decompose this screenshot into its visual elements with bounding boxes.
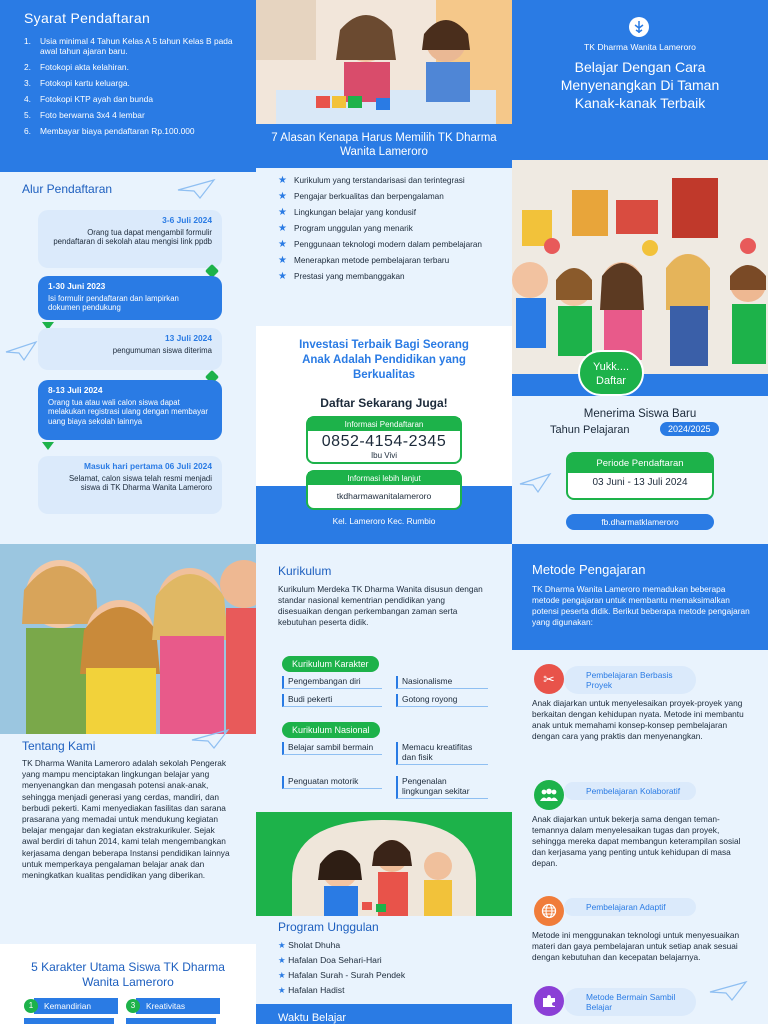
curriculum-title: Kurikulum: [278, 564, 332, 578]
register-now-heading: Daftar Sekarang Juga!: [320, 396, 448, 410]
list-item: [278, 208, 502, 218]
item-number: 6.: [24, 126, 31, 136]
characters-section: [0, 944, 256, 1024]
item-text: Foto berwarna 3x4 4 lembar: [40, 110, 145, 120]
requirements-title: Syarat Pendaftaran: [24, 10, 151, 26]
step-date: 1-30 Juni 2023: [48, 281, 106, 291]
method-text: Metode ini menggunakan teknologi untuk menyesuaikan materi dan gaya pembelajaran untuk setiap anak sesuai dengan kebutuhan dan kecepatan belajarnya.: [532, 930, 740, 962]
period-label: Periode Pendaftaran: [568, 454, 712, 473]
list-item: [24, 36, 246, 56]
star-icon: ★: [278, 940, 289, 950]
reason-text: Kurikulum yang terstandarisasi dan terintegrasi: [294, 176, 465, 185]
program-text: Hafalan Hadist: [288, 985, 345, 995]
step-date: 8-13 Juli 2024: [48, 385, 103, 395]
flow-panel: [0, 172, 256, 544]
flow-arrow: [42, 442, 54, 450]
star-icon: ★: [278, 175, 287, 186]
reason-text: Lingkungan belajar yang kondusif: [294, 208, 416, 217]
curriculum-text: Kurikulum Merdeka TK Dharma Wanita disusun dengan standar nasional kementrian pendidikan yang disesuaikan dengan perkembangan zaman serta kebutuhan peserta didik.: [278, 584, 483, 627]
step-text: Orang tua dapat mengambil formulir pendaftaran di sekolah atau mengisi link ppdb: [53, 227, 212, 246]
programs-list: [278, 938, 405, 998]
step-text: Selamat, calon siswa telah resmi menjadi siswa di TK Dharma Wanita Lameroro: [68, 473, 212, 492]
star-icon: ★: [278, 970, 289, 980]
item-text: Fotokopi KTP ayah dan bunda: [40, 94, 153, 104]
list-item: [24, 126, 246, 136]
phone-number[interactable]: 0852-4154-2345: [321, 433, 447, 450]
curriculum-panel: [256, 544, 512, 1024]
character-number: 3: [126, 999, 140, 1013]
list-item: [278, 968, 405, 983]
kids-group-photo: [0, 544, 256, 734]
national-curriculum-label: Kurikulum Nasional: [282, 722, 380, 738]
requirements-panel: [0, 0, 256, 172]
item-number: 5.: [24, 110, 31, 120]
list-item: [278, 272, 502, 282]
curriculum-item: Memacu kreatifitas dan fisik: [396, 742, 488, 765]
item-number: 3.: [24, 78, 31, 88]
program-text: Hafalan Surah - Surah Pendek: [288, 970, 406, 980]
star-icon: ★: [278, 239, 287, 250]
curriculum-item: Pengenalan lingkungan sekitar: [396, 776, 488, 799]
curriculum-item: Nasionalisme: [396, 676, 488, 689]
more-info-box: [306, 470, 462, 510]
list-item: [24, 78, 246, 88]
facebook-link[interactable]: fb.dharmatklameroro: [566, 514, 714, 530]
flow-step: [38, 456, 222, 514]
about-title: Tentang Kami: [22, 739, 96, 753]
step-text: pengumuman siswa diterima: [112, 345, 212, 355]
step-text: Isi formulir pendaftaran dan lampirkan dokumen pendukung: [48, 293, 179, 312]
more-info-header: Informasi lebih lanjut: [308, 472, 460, 485]
investment-text: Investasi Terbaik Bagi Seorang Anak Adalah Pendidikan yang Berkualitas: [299, 339, 469, 381]
puzzle-icon: [534, 986, 564, 1016]
character-item: [24, 998, 118, 1014]
item-text: Usia minimal 4 Tahun Kelas A 5 tahun Kelas B pada awal tahun ajaran baru.: [40, 36, 233, 56]
accepting-text: Menerima Siswa Baru: [583, 408, 697, 420]
contact-box: [306, 416, 462, 464]
address-text: Kel. Lameroro Kec. Rumbio: [332, 516, 436, 526]
register-cta-button[interactable]: Yukk.... Daftar: [578, 350, 644, 396]
list-item: [24, 62, 246, 72]
star-icon: ★: [278, 271, 287, 282]
curriculum-item: Pengembangan diri: [282, 676, 382, 689]
method-name: Pembelajaran Kolaboratif: [564, 782, 696, 800]
reasons-title: 7 Alasan Kenapa Harus Memilih TK Dharma Wanita Lameroro: [271, 132, 497, 158]
group-icon: [534, 780, 564, 810]
classroom-photo-band: [256, 812, 512, 916]
list-item: [278, 938, 405, 953]
schedule-bar: [256, 1004, 512, 1024]
methods-title: Metode Pengajaran: [532, 562, 646, 577]
step-date: 13 Juli 2024: [164, 333, 212, 343]
reason-text: Penggunaan teknologi modern dalam pembelajaran: [294, 240, 482, 249]
tree-logo-icon: [628, 16, 650, 38]
about-panel: [0, 544, 256, 1024]
requirements-list: [24, 36, 246, 142]
methods-intro: TK Dharma Wanita Lameroro memadukan beberapa metode pengajaran untuk membantu memaksimalkan potensi peserta didik. Berikut beberapa metode pengajaran yang digunakan:: [532, 584, 750, 627]
flow-step: [38, 276, 222, 320]
contact-header: Informasi Pendaftaran: [308, 418, 460, 431]
item-number: 4.: [24, 94, 31, 104]
reasons-panel: [256, 168, 512, 326]
scissors-icon: ✂: [534, 664, 564, 694]
method-text: Anak diajarkan untuk bekerja sama dengan teman-temannya dalam menyelesaikan tugas dan proyek, sehingga mereka dapat membangun keterampilan sosial dan kerjasama yang penting untuk kehidupan di masa depan.: [532, 814, 741, 868]
year-badge: 2024/2025: [660, 422, 719, 436]
paper-plane-icon: [518, 472, 552, 494]
curriculum-item: Gotong royong: [396, 694, 488, 707]
item-text: Fotokopi akta kelahiran.: [40, 62, 129, 72]
year-label: Tahun Pelajaran: [550, 424, 630, 436]
list-item: [278, 192, 502, 202]
programs-title: Program Unggulan: [278, 920, 379, 934]
star-icon: ★: [278, 191, 287, 202]
method-text: Anak diajarkan untuk menyelesaikan proyek-proyek yang berkaitan dengan kehidupan nyata. Metode ini membantu anak untuk memahami konsep-konsep pembelajaran dengan cara yang praktis dan menyenangkan.: [532, 698, 744, 741]
cover-info-area: [512, 396, 768, 544]
contact-panel: [256, 326, 512, 501]
classroom-photo: [292, 820, 476, 916]
list-item: [278, 256, 502, 266]
about-text: TK Dharma Wanita Lameroro adalah sekolah Pengerak yang mampu menciptakan lingkungan belajar yang menyenangkan dan mengasah potensi anak-anak, sehingga menjadi generasi yang cerdas, mandiri, dan berbudi pekerti. Kami menyediakan fasilitas dan sarana prasarana yang memadai untuk mendukung kegiatan belajar mengajar dan kegiatan ekstrakurikuler. Sejak awal berdiri di tahun 2014, kami telah mengembangkan kerjasama dengan beberapa Instansi pendidikan lainnya untuk memperkaya pengalaman belajar anak dan meningkatkan kualitas pendidikan yang diberikan.: [22, 758, 230, 881]
program-text: Hafalan Doa Sehari-Hari: [288, 955, 382, 965]
children-learning-photo: [256, 0, 512, 124]
reason-text: Menerapkan metode pembelajaran terbaru: [294, 256, 450, 265]
list-item: [278, 224, 502, 234]
flow-title: Alur Pendaftaran: [22, 182, 113, 196]
star-icon: ★: [278, 955, 289, 965]
character-label: Kreativitas: [136, 998, 220, 1014]
item-text: Fotokopi kartu keluarga.: [40, 78, 130, 88]
curriculum-item: Belajar sambil bermain: [282, 742, 382, 755]
step-date: Masuk hari pertama 06 Juli 2024: [83, 461, 212, 471]
schedule-title: Waktu Belajar: [278, 1012, 347, 1024]
curriculum-item: Penguatan motorik: [282, 776, 382, 789]
character-item: [126, 1018, 216, 1024]
kids-cheering-photo: [512, 160, 768, 374]
item-text: Membayar biaya pendaftaran Rp.100.000: [40, 126, 195, 136]
reason-text: Pengajar berkualitas dan berpengalaman: [294, 192, 444, 201]
globe-icon: [534, 896, 564, 926]
flow-step: [38, 380, 222, 440]
flow-step: [38, 210, 222, 268]
character-curriculum-label: Kurikulum Karakter: [282, 656, 379, 672]
methods-panel: [512, 544, 768, 1024]
list-item: [278, 176, 502, 186]
method-name: Metode Bermain Sambil Belajar: [564, 988, 696, 1016]
character-label: Kemandirian: [34, 998, 118, 1014]
reason-text: Prestasi yang membanggakan: [294, 272, 405, 281]
paper-plane-icon: [190, 728, 230, 750]
school-name: TK Dharma Wanita Lameroro: [584, 42, 696, 52]
list-item: [278, 953, 405, 968]
curriculum-item: Budi pekerti: [282, 694, 382, 707]
cover-panel: [512, 0, 768, 544]
character-item: [24, 1018, 114, 1024]
star-icon: ★: [278, 985, 289, 995]
star-icon: ★: [278, 207, 287, 218]
step-text: Orang tua atau wali calon siswa dapat melakukan registrasi ulang dengan membayar uang biaya sekolah lainnya: [48, 397, 208, 426]
paper-plane-icon: [708, 980, 748, 1002]
methods-header: [512, 544, 768, 650]
list-item: [24, 94, 246, 104]
cover-headline: Belajar Dengan Cara Menyenangkan Di Taman Kanak-kanak Terbaik: [560, 59, 720, 111]
contact-person: Ibu Vivi: [370, 451, 398, 460]
method-name: Pembelajaran Berbasis Proyek: [564, 666, 696, 694]
program-text: Sholat Dhuha: [288, 940, 341, 950]
star-icon: ★: [278, 255, 287, 266]
character-number: 1: [24, 999, 38, 1013]
step-date: 3-6 Juli 2024: [162, 215, 212, 225]
list-item: [278, 240, 502, 250]
list-item: [24, 110, 246, 120]
reasons-title-bar: [256, 124, 512, 168]
item-number: 1.: [24, 36, 31, 46]
characters-title: 5 Karakter Utama Siswa TK Dharma Wanita Lameroro: [31, 960, 225, 989]
reason-text: Program unggulan yang menarik: [294, 224, 413, 233]
paper-plane-icon: [176, 178, 216, 200]
flow-step: [38, 328, 222, 370]
method-name: Pembelajaran Adaptif: [564, 898, 696, 916]
social-handle[interactable]: tkdharmawanitalameroro: [336, 491, 432, 501]
period-dates: 03 Juni - 13 Juli 2024: [592, 477, 688, 488]
character-item: [126, 998, 220, 1014]
paper-plane-icon: [4, 340, 38, 362]
period-box: [566, 452, 714, 500]
star-icon: ★: [278, 223, 287, 234]
reasons-list: [278, 176, 502, 288]
item-number: 2.: [24, 62, 31, 72]
list-item: [278, 983, 405, 998]
